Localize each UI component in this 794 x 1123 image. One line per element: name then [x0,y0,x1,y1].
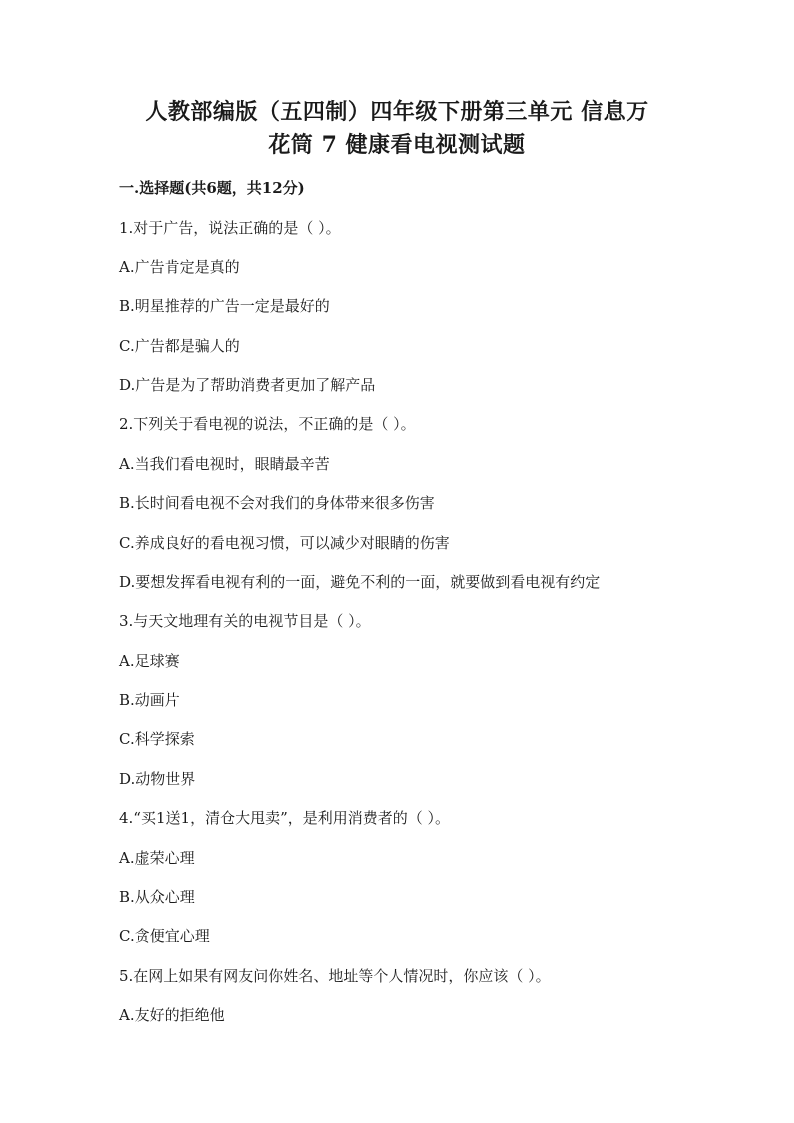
question-1-option-b: B.明星推荐的广告一定是最好的 [119,297,330,315]
question-5-stem: 5.在网上如果有网友问你姓名、地址等个人情况时，你应该（ ）。 [119,967,551,985]
question-4-stem: 4.“买1送1，清仓大甩卖”，是利用消费者的（ ）。 [119,809,451,827]
question-2-option-c: C.养成良好的看电视习惯，可以减少对眼睛的伤害 [119,534,450,552]
page-title-line-1: 人教部编版（五四制）四年级下册第三单元 信息万 [145,99,649,125]
question-3-option-b: B.动画片 [119,691,180,709]
question-3-option-c: C.科学探索 [119,730,195,748]
question-2-stem: 2.下列关于看电视的说法，不正确的是（ ）。 [119,415,416,433]
question-5-option-a: A.友好的拒绝他 [119,1006,225,1024]
question-1-option-d: D.广告是为了帮助消费者更加了解产品 [119,376,376,394]
question-1-option-a: A.广告肯定是真的 [119,258,240,276]
question-2-option-a: A.当我们看电视时，眼睛最辛苦 [119,455,330,473]
question-4-option-c: C.贪便宜心理 [119,927,210,945]
question-4-option-b: B.从众心理 [119,888,195,906]
question-2-option-d: D.要想发挥看电视有利的一面，避免不利的一面，就要做到看电视有约定 [119,573,601,591]
question-2-option-b: B.长时间看电视不会对我们的身体带来很多伤害 [119,494,435,512]
question-1-option-c: C.广告都是骗人的 [119,337,240,355]
page-title-line-2: 花筒 7 健康看电视测试题 [268,132,526,158]
question-4-option-a: A.虚荣心理 [119,849,195,867]
question-3-option-d: D.动物世界 [119,770,196,788]
question-3-option-a: A.足球赛 [119,652,180,670]
question-1-stem: 1.对于广告，说法正确的是（ ）。 [119,219,341,237]
question-3-stem: 3.与天文地理有关的电视节目是（ ）。 [119,612,371,630]
section-heading: 一.选择题(共6题，共12分) [119,179,305,197]
